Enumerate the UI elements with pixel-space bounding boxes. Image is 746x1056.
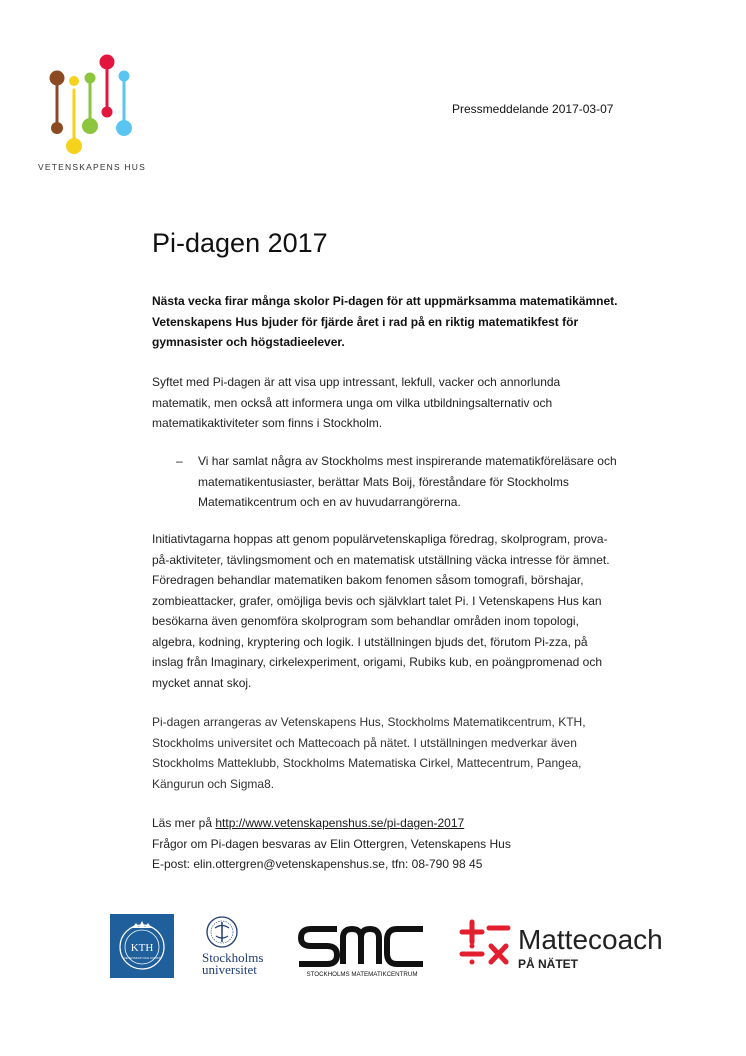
lead-paragraph: [152, 291, 652, 353]
stockholms-universitet-logo: [200, 914, 272, 980]
text-line: Syftet med Pi-dagen är att visa upp intressant, lekfull, vacker och annorlunda: [152, 375, 561, 389]
smc-logo: [297, 924, 427, 980]
text-line: på-aktiviteter, tävlingsmoment och en matematisk utställning väcka intresse för ämnet.: [152, 552, 610, 567]
bullet-marker: –: [176, 454, 183, 468]
text-line: besökarna även genomföra skolprogram som behandlar områden inom topologi,: [152, 614, 579, 628]
kth-motto: VETENSKAP OCH KONST: [123, 956, 161, 960]
text-line: matematikaktiviteter som finns i Stockholm.: [152, 416, 383, 430]
text-line: Pi-dagen arrangeras av Vetenskapens Hus, Stockholms Matematikcentrum, KTH,: [152, 715, 586, 729]
press-release-date: Pressmeddelande 2017-03-07: [452, 102, 614, 116]
text-line: Föredragen behandlar matematiken bakom fenomen såsom tomografi, börshajar,: [152, 573, 584, 587]
paragraph-organizers: [152, 712, 652, 794]
paragraph-purpose: [152, 372, 652, 434]
text-line: Matematikcentrum och en av huvudarrangörerna.: [198, 495, 461, 509]
paragraph-initiative: [152, 529, 652, 693]
lead-line: Vetenskapens Hus bjuder för fjärde året i rad på en riktig matematikfest för: [152, 314, 579, 329]
email-line: E-post: elin.ottergren@vetenskapenshus.se, tfn: 08-790 98 45: [152, 857, 483, 871]
page-title: Pi-dagen 2017: [152, 228, 328, 258]
text-line: matematik, men också att informera unga om vilka utbildningsalternativ och: [152, 395, 553, 410]
logo-org-name: VETENSKAPENS HUS: [38, 162, 147, 172]
read-more-link[interactable]: http://www.vetenskapenshus.se/pi-dagen-2017: [215, 816, 465, 830]
contact-block: [152, 813, 652, 875]
mattecoach-name: Mattecoach: [518, 924, 663, 955]
questions-line: Frågor om Pi-dagen besvaras av Elin Ottergren, Vetenskapens Hus: [152, 836, 511, 851]
text-line: Stockholms universitet och Mattecoach på nätet. I utställningen medverkar även: [152, 735, 577, 750]
text-line: matematikentusiaster, berättar Mats Boij, föreståndare för Stockholms: [198, 474, 569, 489]
text-line: Stockholms Matteklubb, Stockholms Matematiska Cirkel, Mattecentrum, Pangea,: [152, 756, 582, 770]
text-line: algebra, kodning, kryptering och logik. I utställningen bjuds det, förutom Pi-zza, på: [152, 634, 588, 649]
smc-caption: STOCKHOLMS MATEMATIKCENTRUM: [306, 971, 418, 978]
mattecoach-logo: [456, 916, 686, 972]
vetenskapens-hus-logo: [36, 50, 156, 178]
lead-line: gymnasister och högstadieelever.: [152, 335, 345, 349]
kth-logo: [110, 914, 174, 978]
text-line: Vi har samlat några av Stockholms mest inspirerande matematikföreläsare och: [198, 454, 617, 468]
mattecoach-tagline: PÅ NÄTET: [518, 957, 578, 971]
read-more-line: [152, 813, 652, 834]
kth-wordmark: KTH: [130, 942, 154, 954]
text-line: zombieattacker, grafer, omöjliga bevis och självklart talet Pi. I Vetenskapens Hus kan: [152, 593, 602, 608]
text-line: mycket annat skoj.: [152, 675, 252, 690]
su-name-line1: Stockholms: [202, 950, 264, 965]
text-line: inslag från Imaginary, cirkelexperiment, origami, Rubiks kub, en poängpromenad och: [152, 655, 603, 669]
lead-line: Nästa vecka firar många skolor Pi-dagen för att uppmärksamma matematikämnet.: [152, 294, 618, 308]
text-line: Kängurun och Sigma8.: [152, 776, 275, 791]
su-name-line2: universitet: [202, 962, 257, 977]
read-more-prefix: Läs mer på: [152, 816, 216, 830]
text-line: Initiativtagarna hoppas att genom populärvetenskapliga föredrag, skolprogram, prova-: [152, 532, 608, 546]
